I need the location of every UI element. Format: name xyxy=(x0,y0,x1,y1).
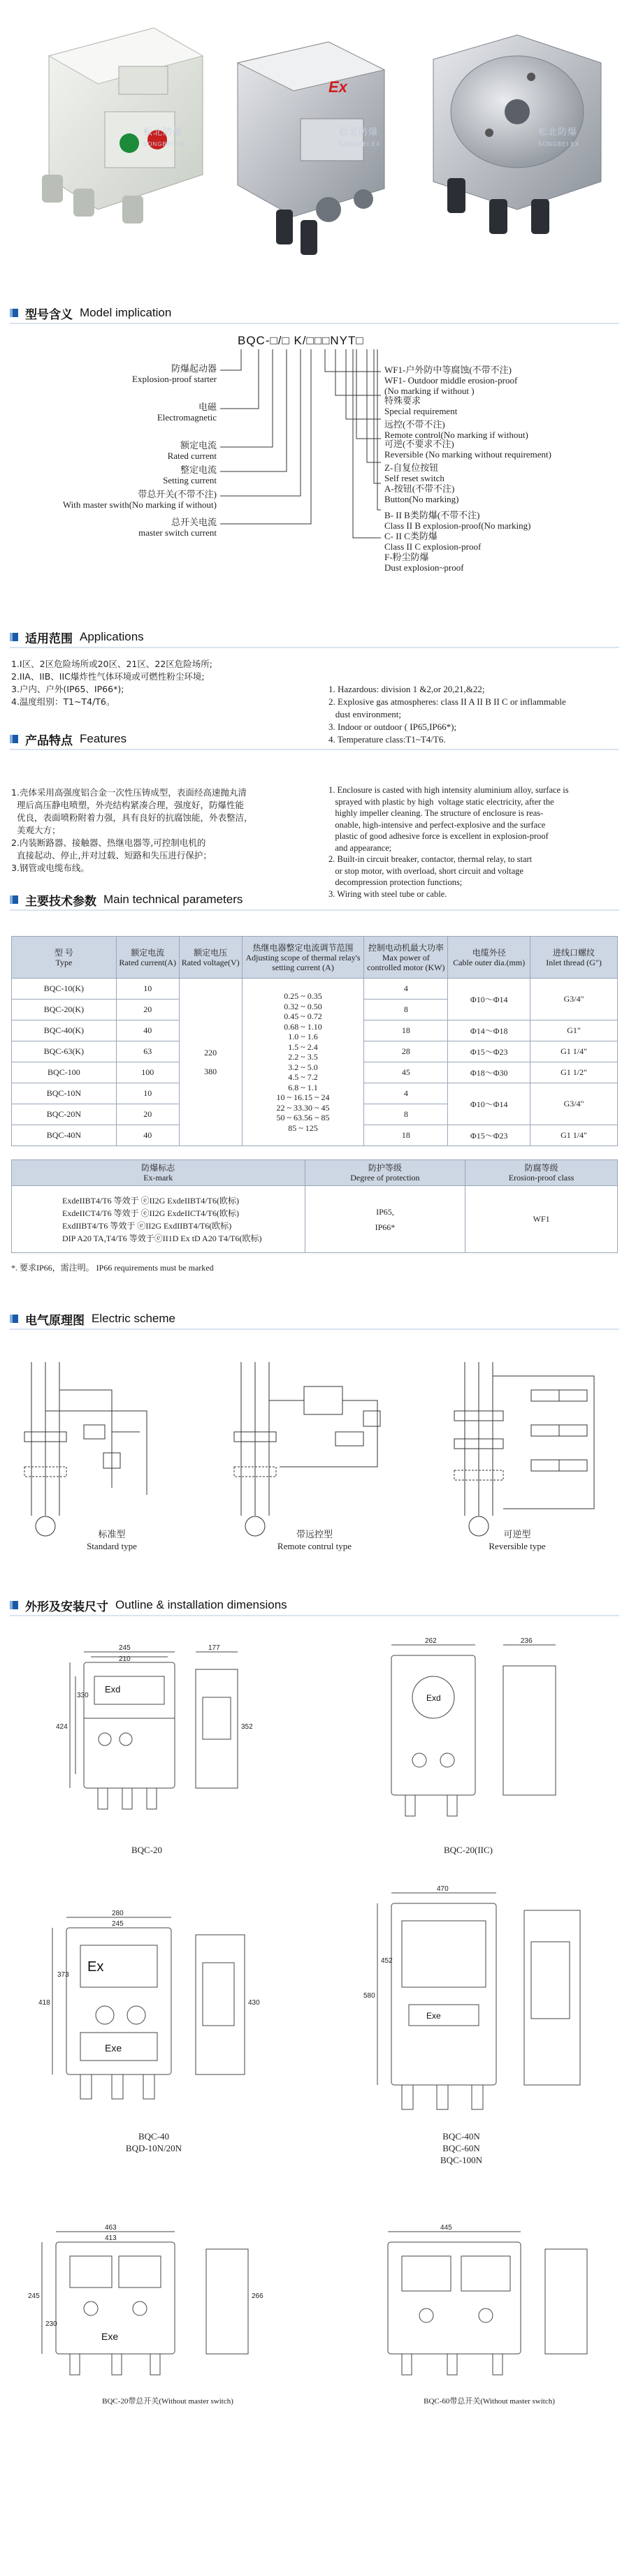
dim-caption-bqc20-iic: BQC-20(IIC) xyxy=(443,1845,493,1855)
section-dims-header xyxy=(10,1597,287,1613)
starter-photo-2 xyxy=(238,42,384,255)
cell-thread: G1 1/2" xyxy=(530,1062,618,1083)
watermark-1: 松北防爆 SONGBEI EX xyxy=(143,126,185,147)
dim-value: 445 xyxy=(440,2224,452,2232)
dim-value: 245 xyxy=(112,1920,124,1928)
applications-zh: 1.I区、2区危险场所或20区、21区、22区危险场所; 2.IIA、IIB、IIC爆炸性气体环境或可燃性粉尘环境; 3.户内、户外(IP65、IP66*); 4.温度组别：T1~T4/T6。 xyxy=(11,659,212,707)
cell-voltage: 220 380 xyxy=(179,979,242,1146)
cell-thread: G1" xyxy=(530,1020,618,1041)
scheme-caption-standard: 标准型 Standard type xyxy=(87,1529,137,1551)
divider xyxy=(10,647,619,648)
product-photo-illustration xyxy=(0,0,629,279)
section-title-en: Main technical parameters xyxy=(103,893,243,906)
dim-value: 373 xyxy=(57,1971,69,1979)
section-title-en: Model implication xyxy=(80,306,172,319)
cell-cable: Φ14～Φ18 xyxy=(448,1020,530,1041)
section-title-zh: 产品特点 xyxy=(25,733,73,748)
model-label-master-switch: 带总开关(不带不注) With master swith(No marking if without) xyxy=(62,489,217,510)
section-title-en: Outline & installation dimensions xyxy=(115,1598,287,1611)
col-header-thermal-range: 热继电器整定电流调节范围 Adjusting scope of thermal relay's setting current (A) xyxy=(242,937,364,979)
exd-mark: Exd xyxy=(426,1693,441,1703)
dim-value: 424 xyxy=(56,1723,68,1731)
dim-value: 236 xyxy=(521,1637,533,1645)
divider xyxy=(10,1615,619,1616)
section-params-header xyxy=(10,891,243,908)
scheme-reversible xyxy=(454,1362,594,1536)
col-header-max-power: 控制电动机最大功率 Max power of controlled motor (KW) xyxy=(364,937,448,979)
cell-protection: IP65, IP66* xyxy=(305,1186,465,1253)
divider xyxy=(10,323,619,324)
section-features-header xyxy=(10,731,126,747)
dim-value: 230 xyxy=(45,2320,57,2328)
cell-exmarks: ExdeIIBT4/T6 等效于 ⓔII2G ExdeIIBT4/T6(欧标) ExdeIICT4/T6 等效于 ⓔII2G ExdeIICT4/T6(欧标) ExdIIBT4/T6 等效于 ⓔII2G ExdIIBT4/T6(欧标) DIP A20 TA,T4/T6 等效于ⓔII1D Ex tD A20 T4/T6(欧标) xyxy=(12,1186,305,1253)
cell-type: BQC-10N xyxy=(12,1083,117,1104)
ex-mark-photo: Ex xyxy=(328,78,347,96)
cell-current: 100 xyxy=(116,1062,179,1083)
section-marker-icon xyxy=(10,633,18,641)
section-title-zh: 电气原理图 xyxy=(25,1313,85,1328)
section-marker-icon xyxy=(10,1315,18,1323)
divider xyxy=(10,1329,619,1330)
cell-current: 10 xyxy=(116,979,179,1000)
params-table-header-row xyxy=(12,937,618,979)
dim-value: 245 xyxy=(119,1644,131,1652)
section-title-zh: 外形及安装尺寸 xyxy=(25,1600,108,1614)
section-title-zh: 适用范围 xyxy=(25,631,73,646)
section-title-en: Features xyxy=(80,732,127,745)
divider xyxy=(10,749,619,750)
cell-current: 40 xyxy=(116,1020,179,1041)
model-label-button: A-按钮(不带不注) Button(No marking) xyxy=(384,483,459,504)
cell-power: 4 xyxy=(364,979,448,1000)
col-header-protection: 防护等级 Degree of protection xyxy=(305,1160,465,1186)
dim-value: 418 xyxy=(38,1999,50,2007)
model-label-remote: 远控(不带不注) Remote control(No marking if without) xyxy=(384,419,528,440)
section-title-en: Electric scheme xyxy=(92,1312,175,1325)
cell-thread: G1 1/4" xyxy=(530,1041,618,1062)
cell-current: 63 xyxy=(116,1041,179,1062)
cell-thread: G3/4" xyxy=(530,979,618,1020)
cell-cable: Φ10～Φ14 xyxy=(448,979,530,1020)
scheme-standard xyxy=(24,1362,147,1536)
cell-cable: Φ18～Φ30 xyxy=(448,1062,530,1083)
dim-value: 280 xyxy=(112,1910,124,1917)
exmark-table-header-row xyxy=(12,1160,618,1186)
exe-mark: Exe xyxy=(105,2042,122,2054)
model-label-master-current: 总开关电流 master switch current xyxy=(138,517,217,538)
dim-value: 210 xyxy=(119,1655,131,1663)
exmark-table xyxy=(11,1159,618,1253)
cell-thermal-range: 0.25 ~ 0.35 0.32 ~ 0.50 0.45 ~ 0.72 0.68 ~ 1.10 1.0 ~ 1.6 1.5 ~ 2.4 2.2 ~ 3.5 3.2 ~ 5.0 4.5 ~ 7.2 6.8 ~ 1.1 10 ~ 16.15 ~ 24 22 ~ 33.30 ~ 45 50 ~ 63.56 ~ 85 85 ~ 125 xyxy=(242,979,364,1146)
model-label-rated-current: 额定电流 Rated current xyxy=(167,440,217,461)
model-label-reversible: 可逆(不要求不注) Reversible (No marking without requirement) xyxy=(384,439,551,460)
model-label-class-iic: C- II C类防爆 Class II C explosion-proof xyxy=(384,531,482,552)
col-header-exmark: 防爆标志 Ex-mark xyxy=(12,1160,305,1186)
cell-type: BQC-100 xyxy=(12,1062,117,1083)
dim-caption-bqc20-master: BQC-20带总开关(Without master switch) xyxy=(102,2397,233,2406)
watermark-2: 松北防爆 SONGBEI EX xyxy=(339,126,381,147)
section-title-zh: 主要技术参数 xyxy=(25,894,96,909)
table-row xyxy=(12,979,618,1000)
cell-erosion: WF1 xyxy=(465,1186,618,1253)
cell-cable: Φ15～Φ23 xyxy=(448,1125,530,1146)
section-title-zh: 型号含义 xyxy=(25,307,73,322)
cell-current: 10 xyxy=(116,1083,179,1104)
col-header-erosion: 防腐等级 Erosion-proof class xyxy=(465,1160,618,1186)
applications-en: 1. Hazardous: division 1 &2,or 20,21,&22; 2. Explosive gas atmospheres: class II A II B II C or inflammable dust environment; 3. Indoor or outdoor ( IP65,IP66*); 4. Temperature class:T1~T4/T6. xyxy=(328,684,566,745)
dim-drawing-bqc20-iic xyxy=(391,1645,556,1816)
cell-type: BQC-40(K) xyxy=(12,1020,117,1041)
cell-type: BQC-40N xyxy=(12,1125,117,1146)
model-label-wf1: WF1-户外防中等腐蚀(不带不注) WF1- Outdoor middle erosion-proof (No marking if without ) xyxy=(384,365,518,396)
cell-current: 40 xyxy=(116,1125,179,1146)
scheme-caption-remote: 带远控型 Remote contrul type xyxy=(277,1529,352,1551)
section-model-header xyxy=(10,305,171,321)
section-scheme-header xyxy=(10,1310,175,1327)
features-zh: 1.壳体采用高强度铝合金一次性压铸成型，表面经高速抛丸清 理后高压静电喷塑，外壳结构紧凑合理，强度好，防爆性能 优良，表面喷粉附着力强，具有良好的抗腐蚀能，外表整洁， 美观大方； 2.内装断路器、接触器、热继电器等,可控制电机的 直接起动、停止,并对过载、短路和失压进行保护； 3.钢管或电缆布线。 xyxy=(11,787,253,873)
dim-drawing-bqc40n xyxy=(377,1893,580,2109)
cell-cable: Φ15～Φ23 xyxy=(448,1041,530,1062)
ip66-note: *. 要求IP66，需注明。 IP66 requirements must be marked xyxy=(11,1263,214,1273)
cell-current: 20 xyxy=(116,1000,179,1020)
exe-mark: Exe xyxy=(426,2011,441,2021)
dim-value: 262 xyxy=(425,1637,437,1645)
model-label-dust: F-粉尘防爆 Dust explosion~proof xyxy=(384,552,464,573)
cell-power: 4 xyxy=(364,1083,448,1104)
cell-power: 18 xyxy=(364,1020,448,1041)
cell-cable: Φ10～Φ14 xyxy=(448,1083,530,1125)
dim-drawing-bqc20 xyxy=(70,1652,238,1809)
cell-power: 45 xyxy=(364,1062,448,1083)
cell-power: 18 xyxy=(364,1125,448,1146)
outline-dimension-drawings xyxy=(0,1627,629,2563)
section-app-header xyxy=(10,629,144,645)
col-header-rated-voltage: 额定电压 Rated voltage(V) xyxy=(179,937,242,979)
scheme-caption-reversible: 可逆型 Reversible type xyxy=(489,1529,546,1551)
model-label-self-reset: Z-自复位按钮 Self reset switch xyxy=(384,462,444,483)
dim-value: 452 xyxy=(381,1957,393,1965)
section-marker-icon xyxy=(10,895,18,904)
dim-value: 177 xyxy=(208,1644,220,1652)
cell-type: BQC-20N xyxy=(12,1104,117,1125)
dim-value: 266 xyxy=(252,2292,263,2300)
dim-caption-bqc20: BQC-20 xyxy=(131,1845,163,1855)
dim-value: 470 xyxy=(437,1885,449,1893)
model-label-special: 特殊要求 Special requirement xyxy=(384,395,458,416)
features-en: 1. Enclosure is casted with high intensity aluminium alloy, surface is sprayed with plastic by high voltage static electricity, after the highly impeller cleaning. The structure of enclosure is reas- onable, high-intensive and perfect-explosive and the surface plastic of good adhesive force is excellent in explosion-proof and appearance; 2. Built-in circuit breaker, contactor, thermal relay, to start or stop motor, with overload, short circuit and voltage decompression protection functions; 3. Wiring with steel tube or cable. xyxy=(328,785,569,899)
cell-current: 20 xyxy=(116,1104,179,1125)
dim-caption-bqc60-master: BQC-60带总开关(Without master switch) xyxy=(424,2397,555,2406)
ex-mark: Ex xyxy=(87,1959,104,1975)
section-marker-icon xyxy=(10,735,18,743)
cell-power: 8 xyxy=(364,1104,448,1125)
section-marker-icon xyxy=(10,1601,18,1609)
cell-thread: G1 1/4" xyxy=(530,1125,618,1146)
dim-value: 463 xyxy=(105,2224,117,2232)
product-photos xyxy=(0,0,629,279)
dim-value: 330 xyxy=(77,1692,89,1699)
cell-type: BQC-20(K) xyxy=(12,1000,117,1020)
dim-drawing-bqc60-master xyxy=(388,2232,587,2375)
scheme-remote xyxy=(234,1362,380,1536)
params-table xyxy=(11,936,618,1146)
cell-power: 8 xyxy=(364,1000,448,1020)
dim-value: 352 xyxy=(241,1723,253,1731)
dim-drawing-bqc20-master xyxy=(42,2232,248,2375)
divider xyxy=(10,909,619,911)
table-row xyxy=(12,1186,618,1253)
cell-thread: G3/4" xyxy=(530,1083,618,1125)
cell-power: 28 xyxy=(364,1041,448,1062)
col-header-rated-current: 额定电流 Rated current(A) xyxy=(116,937,179,979)
col-header-type: 型 号 Type xyxy=(12,937,117,979)
cell-type: BQC-63(K) xyxy=(12,1041,117,1062)
cell-type: BQC-10(K) xyxy=(12,979,117,1000)
model-label-setting-current: 整定电流 Setting current xyxy=(163,464,217,485)
model-label-electromagnetic: 电磁 Electromagnetic xyxy=(157,402,217,423)
exd-mark: Exd xyxy=(105,1684,121,1695)
col-header-inlet-thread: 进线口螺纹 Inlet thread (G") xyxy=(530,937,618,979)
section-title-en: Applications xyxy=(80,630,144,643)
watermark-3: 松北防爆 SONGBEI EX xyxy=(538,126,580,147)
dim-value: 245 xyxy=(28,2292,40,2300)
model-code: BQC-□/□ K/□□□NYT□ xyxy=(238,334,364,347)
model-label-starter: 防爆起动器 Explosion-proof starter xyxy=(132,363,217,384)
dim-caption-bqc40: BQC-40 BQD-10N/20N xyxy=(125,2131,182,2153)
dim-value: 580 xyxy=(363,1992,375,2000)
dim-value: 430 xyxy=(248,1999,260,2007)
dim-caption-bqc40n: BQC-40N BQC-60N BQC-100N xyxy=(440,2131,482,2165)
col-header-cable-dia: 电缆外径 Cable outer dia.(mm) xyxy=(448,937,530,979)
dim-value: 413 xyxy=(105,2234,117,2242)
dim-drawing-bqc40 xyxy=(52,1917,245,2099)
exe-mark: Exe xyxy=(101,2331,119,2342)
model-label-class-iib: B- II B类防爆(不带不注) Class II B explosion-proof(No marking) xyxy=(384,510,531,531)
section-marker-icon xyxy=(10,309,18,317)
